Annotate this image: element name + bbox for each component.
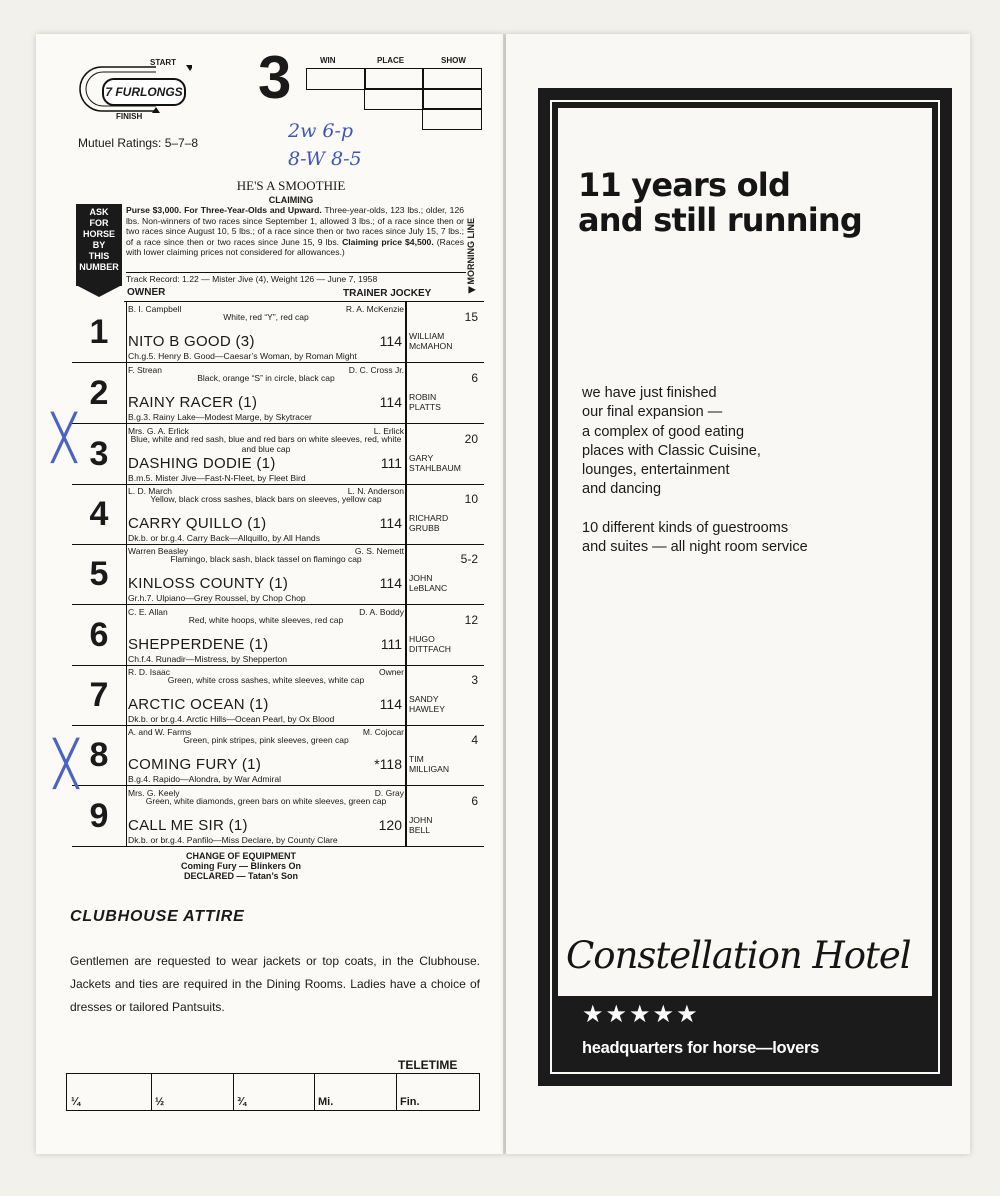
finish-label: FINISH: [116, 112, 143, 121]
handwritten-note-1: 2w 6-p: [288, 120, 354, 142]
trainer-name: M. Cojocar: [362, 727, 404, 737]
clubhouse-text: Gentlemen are requested to wear jackets or top coats, in the Clubhouse. Jackets and ties are required in the Dining Rooms. Ladies have a choice of dresses or tailored Pantsuits.: [70, 954, 480, 1014]
ask-for-horse-box: [76, 204, 122, 286]
owner-name: Mrs. G. Keely: [128, 788, 180, 798]
equipment-changes: [126, 851, 356, 881]
teletime-cell[interactable]: [67, 1074, 152, 1110]
horse-name: ARCTIC OCEAN (1): [128, 696, 269, 713]
teletime-cell[interactable]: [151, 1074, 234, 1110]
place-box[interactable]: [364, 68, 424, 90]
post-position: 9: [89, 797, 109, 835]
row-divider: [126, 424, 127, 484]
ask-line: FOR: [89, 218, 109, 228]
silks-description: Black, orange “S” in circle, black cap: [197, 373, 335, 383]
horse-name: DASHING DODIE (1): [128, 455, 276, 472]
silks-description: Flamingo, black sash, black tassel on flamingo cap: [170, 554, 362, 564]
handwritten-x-mark: ╳: [54, 738, 79, 790]
teletime-cell[interactable]: [396, 1074, 477, 1110]
owner-name: F. Strean: [128, 365, 163, 375]
row-divider: [126, 484, 127, 544]
jockey-name: RICHARD GRUBB: [409, 513, 449, 533]
trainer-name: L. N. Anderson: [347, 486, 404, 496]
handwritten-note-2: 8-W 8-5: [288, 148, 362, 170]
ask-line: BY: [92, 240, 106, 250]
jockey-name: JOHN BELL: [409, 815, 433, 835]
jockey-name: TIM MILLIGAN: [409, 754, 450, 774]
handwritten-x-mark: ╳: [52, 412, 77, 464]
horse-entry-5: [72, 544, 484, 605]
horse-name: RAINY RACER (1): [128, 394, 258, 411]
ad-headline-line: 11 years old: [578, 166, 791, 204]
morning-line-odds: 10: [464, 492, 478, 506]
silks-description: Blue, white and red sash, blue and red bars on white sleeves, red, white and blue cap: [130, 434, 402, 454]
race-type: CLAIMING: [268, 195, 314, 205]
horse-entry-8: [72, 725, 484, 786]
row-divider: [405, 484, 407, 544]
trainer-jockey-header: TRAINER JOCKEY: [343, 288, 432, 299]
morning-line-odds: 6: [471, 371, 478, 385]
morning-line-odds: 15: [464, 310, 478, 324]
row-divider: [126, 302, 127, 362]
ad-paragraph: 10 different kinds of guestrooms and suites — all night room service: [582, 519, 808, 556]
weight: *118: [374, 756, 402, 772]
trainer-name: D. Gray: [374, 788, 404, 798]
breeding: Dk.b. or br.g.4. Arctic Hills—Ocean Pearl, by Ox Blood: [128, 714, 335, 724]
morning-line-odds: 3: [471, 673, 478, 687]
ad-headline-line: and still running: [578, 201, 862, 239]
horse-name: CALL ME SIR (1): [128, 817, 248, 834]
owner-header: OWNER: [127, 287, 166, 298]
breeding: B.g.4. Rapido—Alondra, by War Admiral: [128, 774, 282, 784]
horse-entry-1: [72, 302, 484, 363]
row-divider: [126, 665, 127, 725]
track-record: Track Record: 1.22 — Mister Jive (4), Weight 126 — June 7, 1958: [126, 272, 466, 284]
breeding: B.m.5. Mister Jive—Fast-N-Fleet, by Fleet Bird: [128, 473, 306, 483]
silks-description: Green, white diamonds, green bars on white sleeves, green cap: [145, 796, 387, 806]
silks-description: Yellow, black cross sashes, black bars on sleeves, yellow cap: [150, 494, 382, 504]
trainer-name: R. A. McKenzie: [345, 304, 404, 314]
ask-line: THIS: [88, 251, 110, 261]
row-divider: [405, 725, 407, 785]
race-conditions: [126, 205, 464, 258]
trainer-name: L. Erlick: [373, 426, 404, 436]
post-position: 1: [89, 313, 109, 351]
silks-description: White, red “Y”, red cap: [223, 312, 309, 322]
silks-description: Green, pink stripes, pink sleeves, green cap: [183, 735, 349, 745]
row-divider: [405, 544, 407, 604]
equipment-line: Coming Fury — Blinkers On: [180, 861, 301, 871]
trainer-name: D. A. Boddy: [359, 607, 404, 617]
jockey-name: SANDY HAWLEY: [409, 694, 445, 714]
distance-label: 7 FURLONGS: [102, 78, 186, 106]
teletime-cell-label: ¼: [71, 1096, 81, 1108]
show-header: SHOW: [441, 56, 466, 65]
silks-description: Red, white hoops, white sleeves, red cap: [188, 615, 344, 625]
silks-description: Green, white cross sashes, white sleeves, white cap: [167, 675, 365, 685]
row-divider: [405, 424, 407, 484]
horse-entry-2: [72, 363, 484, 424]
teletime-cell-label: Fin.: [400, 1096, 420, 1108]
wps-grid: [306, 68, 482, 128]
weight: 114: [379, 696, 402, 712]
horse-entry-9: [72, 786, 484, 847]
row-divider: [126, 363, 127, 423]
teletime-label: TELETIME: [398, 1058, 458, 1072]
post-position: 5: [89, 555, 109, 593]
breeding: Gr.h.7. Ulpiano—Grey Roussel, by Chop Chop: [128, 593, 306, 603]
show-box-2[interactable]: [422, 88, 482, 110]
horse-name: COMING FURY (1): [128, 756, 262, 773]
post-position: 3: [89, 435, 109, 473]
owner-name: C. E. Allan: [128, 607, 168, 617]
clubhouse-title: CLUBHOUSE ATTIRE: [70, 908, 245, 925]
win-header: WIN: [320, 56, 336, 65]
show-box-3[interactable]: [422, 108, 482, 130]
horse-entry-6: [72, 605, 484, 666]
owner-name: B. I. Campbell: [128, 304, 182, 314]
weight: 114: [379, 515, 402, 531]
trainer-name: D. C. Cross Jr.: [348, 365, 404, 375]
row-divider: [405, 786, 407, 846]
trainer-name: Owner: [378, 667, 404, 677]
conditions-note: (Races with lower claiming prices not considered for allowances.): [126, 236, 464, 258]
post-position: 7: [89, 676, 109, 714]
race-number: 3: [258, 44, 292, 111]
race-name: HE'S A SMOOTHIE: [236, 178, 346, 193]
teletime-cell-label: Mi.: [318, 1096, 334, 1108]
breeding: Ch.g.5. Henry B. Good—Caesar’s Woman, by Roman Might: [128, 351, 357, 361]
ad-paragraph: we have just finished our final expansion — a complex of good eating places with Classic Cuisine, lounges, entertainment and dancing: [582, 385, 761, 498]
weight: 114: [379, 333, 402, 349]
post-position: 4: [89, 495, 109, 533]
post-position: 8: [89, 736, 109, 774]
mutuel-ratings: Mutuel Ratings: 5–7–8: [78, 136, 199, 150]
horse-name: SHEPPERDENE (1): [128, 636, 269, 653]
morning-line-odds: 20: [464, 432, 478, 446]
teletime-cell[interactable]: [233, 1074, 315, 1110]
teletime-cell[interactable]: [314, 1074, 397, 1110]
jockey-name: WILLIAM McMAHON: [409, 331, 453, 351]
show-box[interactable]: [422, 68, 482, 90]
row-divider: [405, 605, 407, 665]
owner-name: Mrs. G. A. Erlick: [128, 426, 189, 436]
teletime-cell-label: ¾: [237, 1096, 247, 1108]
weight: 111: [380, 636, 402, 652]
hotel-logo: Constellation Hotel: [566, 934, 911, 977]
teletime-cell-label: ½: [155, 1096, 165, 1108]
jockey-name: ROBIN PLATTS: [409, 392, 441, 412]
horse-entry-7: [72, 665, 484, 726]
weight: 114: [379, 394, 402, 410]
owner-name: A. and W. Farms: [128, 727, 192, 737]
place-box-2[interactable]: [364, 88, 424, 110]
horse-name: KINLOSS COUNTY (1): [128, 575, 289, 592]
horse-entry-4: [72, 484, 484, 545]
morning-line-odds: 12: [464, 613, 478, 627]
breeding: Dk.b. or br.g.4. Carry Back—Allquillo, by All Hands: [128, 533, 321, 543]
ad-tagline: headquarters for horse—lovers: [582, 1039, 820, 1057]
start-label: START: [150, 58, 177, 67]
breeding: Ch.f.4. Runadir—Mistress, by Shepperton: [128, 654, 288, 664]
row-divider: [126, 786, 127, 846]
owner-name: L. D. March: [128, 486, 172, 496]
row-divider: [405, 665, 407, 725]
horse-name: NITO B GOOD (3): [128, 333, 255, 350]
claiming-price: Claiming price $4,500.: [342, 236, 434, 247]
morning-line-odds: 6: [471, 794, 478, 808]
row-divider: [126, 725, 127, 785]
jockey-name: HUGO DITTFACH: [409, 634, 452, 654]
horse-entry-3: [72, 424, 484, 485]
ask-line: ASK: [89, 207, 109, 217]
breeding: B.g.3. Rainy Lake—Modest Marge, by Skytracer: [128, 412, 312, 422]
place-header: PLACE: [377, 56, 405, 65]
row-divider: [405, 302, 407, 362]
weight: 120: [378, 817, 402, 833]
teletime-grid: [66, 1073, 480, 1111]
row-divider: [405, 363, 407, 423]
breeding: Dk.b. or br.g.4. Panfilo—Miss Declare, by County Clare: [128, 835, 338, 845]
ask-line: NUMBER: [79, 262, 119, 272]
ad-body: [582, 384, 912, 576]
row-divider: [126, 544, 127, 604]
equipment-line: DECLARED — Tatan’s Son: [183, 871, 298, 881]
morning-line-odds: 4: [471, 733, 478, 747]
horse-name: CARRY QUILLO (1): [128, 515, 267, 532]
post-position: 2: [89, 374, 109, 412]
five-star-icon: ★★★★★: [582, 1001, 700, 1028]
jockey-name: JOHN LeBLANC: [409, 573, 448, 593]
ask-arrow: [76, 285, 122, 297]
weight: 111: [380, 455, 402, 471]
owner-name: Warren Beasley: [128, 546, 189, 556]
morning-line-odds: 5-2: [460, 552, 478, 566]
trainer-name: G. S. Nemett: [354, 546, 404, 556]
row-divider: [126, 605, 127, 665]
ask-line: HORSE: [82, 229, 115, 239]
owner-name: R. D. Isaac: [128, 667, 171, 677]
conditions-text: Three-year-olds, 123 lbs.; older, 126 lbs. Non-winners of two races since September 1, allowed 3 lbs.; of a race since then or two races since August 10, 5 lbs.; of a race since then or two races since July 15, 7 lbs.; of a race since then or two races since June 15, 9 lbs.: [126, 205, 464, 247]
jockey-name: GARY STAHLBAUM: [409, 453, 461, 473]
morning-line-label: ◀MORNING LINE: [466, 218, 476, 295]
win-box[interactable]: [306, 68, 366, 90]
post-position: 6: [89, 616, 109, 654]
equipment-title: CHANGE OF EQUIPMENT: [185, 851, 296, 861]
weight: 114: [379, 575, 402, 591]
purse-text: Purse $3,000. For Three-Year-Olds and Upward.: [126, 205, 322, 215]
ad-headline: [578, 168, 862, 238]
